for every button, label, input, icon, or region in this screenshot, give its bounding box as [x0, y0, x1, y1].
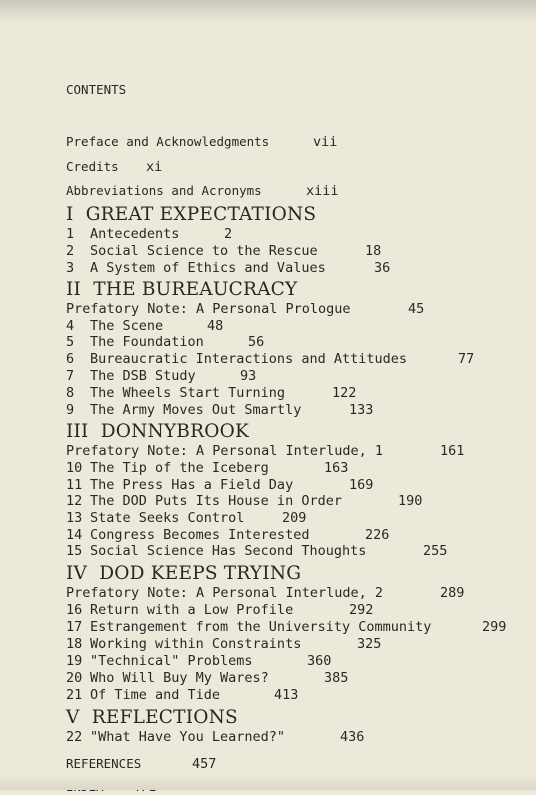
chapter-number: 14: [66, 527, 83, 543]
chapter-number: 20: [66, 670, 83, 686]
entry-page: 36: [374, 260, 391, 276]
entry-title: The DOD Puts Its House in Order: [90, 493, 342, 509]
entry-page: 226: [365, 527, 390, 543]
chapter-number: 6: [66, 351, 75, 367]
chapter-number: 16: [66, 602, 83, 618]
entry-page: 122: [332, 385, 357, 401]
toc-entry: [66, 183, 339, 199]
toc-entry: [66, 260, 391, 276]
toc-entry: [66, 653, 332, 669]
entry-title: Estrangement from the University Community: [90, 619, 432, 635]
entry-page: 133: [349, 402, 374, 418]
entry-page: 161: [440, 443, 465, 459]
entry-title: State Seeks Control: [90, 510, 245, 526]
toc-entry: [66, 602, 374, 618]
entry-title: Bureaucratic Interactions and Attitudes: [90, 351, 407, 367]
entry-page: 360: [307, 653, 332, 669]
toc-entry: [66, 543, 448, 559]
entry-title: Prefatory Note: A Personal Interlude, 2: [66, 585, 383, 601]
toc-entry: [66, 527, 390, 543]
chapter-number: 13: [66, 510, 83, 526]
page-edge-shadow: [0, 0, 536, 22]
entry-page: 77: [458, 351, 475, 367]
entry-title: Social Science Has Second Thoughts: [90, 543, 367, 559]
toc-entry: [66, 585, 465, 601]
toc-entry: [66, 477, 374, 493]
part-heading: [66, 204, 316, 226]
chapter-number: 10: [66, 460, 83, 476]
entry-title: Who Will Buy My Wares?: [90, 670, 269, 686]
part-numeral: IV: [66, 563, 88, 584]
entry-title: Prefatory Note: A Personal Interlude, 1: [66, 443, 383, 459]
chapter-number: 12: [66, 493, 83, 509]
entry-page: 163: [324, 460, 349, 476]
part-numeral: I: [66, 204, 74, 225]
part-title: GREAT EXPECTATIONS: [85, 204, 317, 225]
chapter-number: 19: [66, 653, 83, 669]
part-numeral: II: [66, 279, 82, 300]
entry-page: 48: [207, 318, 224, 334]
chapter-number: 2: [66, 243, 75, 259]
chapter-number: 22: [66, 729, 83, 745]
entry-title: The Foundation: [90, 334, 204, 350]
chapter-number: 11: [66, 477, 83, 493]
entry-page: 45: [408, 301, 425, 317]
entry-page: 413: [274, 687, 299, 703]
entry-title: "What Have You Learned?": [90, 729, 286, 745]
chapter-number: 1: [66, 226, 75, 242]
toc-entry: [66, 756, 217, 772]
chapter-number: 15: [66, 543, 83, 559]
toc-entry: [66, 636, 382, 652]
toc-entry: [66, 334, 265, 350]
toc-entry: [66, 670, 349, 686]
chapter-number: 9: [66, 402, 75, 418]
entry-page: xiii: [306, 183, 339, 199]
part-numeral: III: [66, 421, 89, 442]
toc-entry: [66, 368, 257, 384]
part-heading: [66, 421, 249, 443]
toc-entry: [66, 318, 224, 334]
entry-page: 18: [365, 243, 382, 259]
entry-page: 457: [192, 756, 217, 772]
part-title: REFLECTIONS: [91, 707, 238, 728]
entry-page: 325: [357, 636, 382, 652]
toc-entry: [66, 159, 163, 175]
entry-page: 436: [340, 729, 365, 745]
toc-entry: [66, 301, 425, 317]
entry-page: 299: [482, 619, 507, 635]
entry-page: xi: [146, 159, 163, 175]
entry-title: The Army Moves Out Smartly: [90, 402, 302, 418]
entry-page: 2: [224, 226, 233, 242]
chapter-number: 7: [66, 368, 75, 384]
chapter-number: 8: [66, 385, 75, 401]
entry-title: Congress Becomes Interested: [90, 527, 310, 543]
toc-entry: [66, 385, 357, 401]
toc-entry: [66, 510, 307, 526]
chapter-number: 3: [66, 260, 75, 276]
entry-title: Of Time and Tide: [90, 687, 221, 703]
part-title: DONNYBROOK: [100, 421, 249, 442]
entry-title: REFERENCES: [66, 756, 142, 771]
page-bottom-edge: [0, 776, 536, 790]
toc-entry: [66, 243, 382, 259]
entry-title: Working within Constraints: [90, 636, 302, 652]
part-heading: [66, 707, 238, 729]
entry-page: 169: [349, 477, 374, 493]
chapter-number: 18: [66, 636, 83, 652]
entry-title: Abbreviations and Acronyms: [66, 183, 262, 198]
entry-page: 190: [398, 493, 423, 509]
chapter-number: 5: [66, 334, 75, 350]
entry-page: 255: [423, 543, 448, 559]
chapter-number: 4: [66, 318, 75, 334]
toc-entry: [66, 687, 299, 703]
entry-title: Antecedents: [90, 226, 180, 242]
part-heading: [66, 563, 301, 585]
toc-entry: [66, 402, 374, 418]
part-title: DOD KEEPS TRYING: [99, 563, 302, 584]
toc-entry: [66, 226, 233, 242]
part-numeral: V: [66, 707, 80, 728]
entry-title: The Wheels Start Turning: [90, 385, 286, 401]
entry-page: 289: [440, 585, 465, 601]
part-heading: [66, 279, 297, 301]
toc-entry: [66, 443, 465, 459]
entry-page: 56: [248, 334, 265, 350]
entry-title: Return with a Low Profile: [90, 602, 294, 618]
entry-title: "Technical" Problems: [90, 653, 253, 669]
entry-title: Prefatory Note: A Personal Prologue: [66, 301, 351, 317]
chapter-number: 17: [66, 619, 83, 635]
entry-title: Social Science to the Rescue: [90, 243, 318, 259]
toc-entry: [66, 619, 507, 635]
toc-entry: [66, 729, 365, 745]
entry-page: 209: [282, 510, 307, 526]
entry-page: 385: [324, 670, 349, 686]
entry-title: The Scene: [90, 318, 164, 334]
entry-title: A System of Ethics and Values: [90, 260, 326, 276]
entry-title: The Tip of the Iceberg: [90, 460, 269, 476]
entry-page: vii: [313, 134, 338, 150]
toc-entry: [66, 351, 475, 367]
entry-title: Credits: [66, 159, 119, 174]
entry-title: Preface and Acknowledgments: [66, 134, 270, 149]
toc-entry: [66, 134, 338, 150]
toc-entry: [66, 460, 349, 476]
contents-heading: CONTENTS: [66, 82, 127, 97]
toc-entry: [66, 493, 423, 509]
entry-page: 292: [349, 602, 374, 618]
chapter-number: 21: [66, 687, 83, 703]
entry-page: 93: [240, 368, 257, 384]
part-title: THE BUREAUCRACY: [93, 279, 298, 300]
entry-title: The Press Has a Field Day: [90, 477, 294, 493]
entry-title: The DSB Study: [90, 368, 196, 384]
